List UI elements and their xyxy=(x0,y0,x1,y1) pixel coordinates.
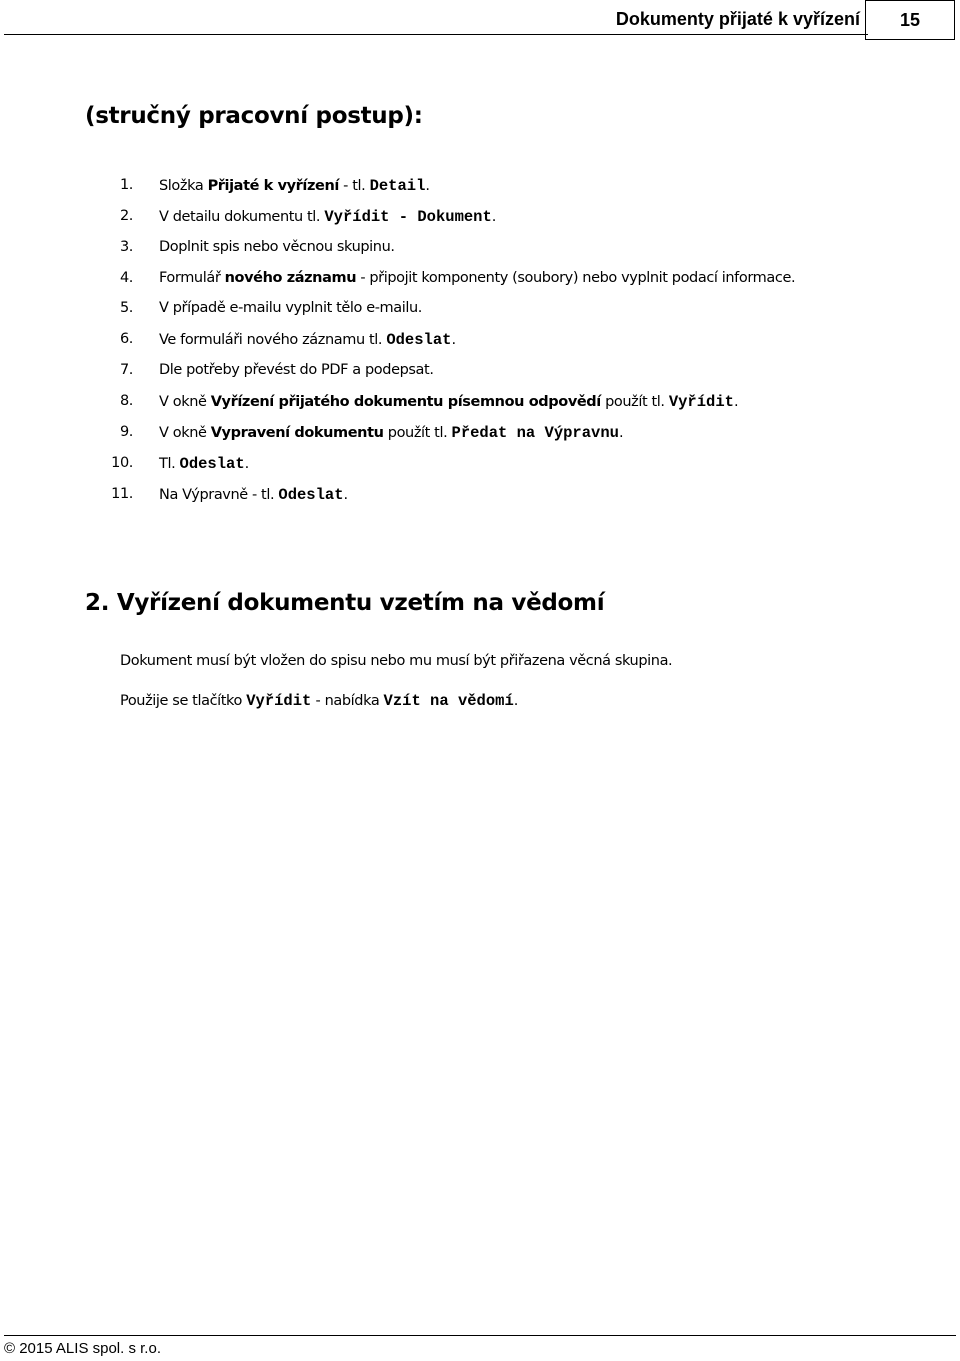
footer-rule xyxy=(4,1335,956,1336)
step-text-part: . xyxy=(425,178,430,194)
step-number: 11. xyxy=(111,486,133,502)
header-title: Dokumenty přijaté k vyřízení xyxy=(615,9,860,29)
button-name: Vyřídit xyxy=(246,692,312,710)
step-text xyxy=(159,239,395,255)
step-text-part: . xyxy=(343,487,348,503)
step-text xyxy=(159,208,496,226)
step-text-part: použít tl. xyxy=(383,425,452,441)
step-text xyxy=(159,300,422,316)
copyright: © 2015 ALIS spol. s r.o. xyxy=(4,1340,161,1357)
paragraph: Dokument musí být vložen do spisu nebo mu musí být přiřazena věcná skupina. xyxy=(120,653,673,669)
step-text-part: Ve formuláři nového záznamu tl. xyxy=(159,332,387,348)
ui-control-name: Odeslat xyxy=(386,331,452,349)
step-text-part: Doplnit spis nebo věcnou skupinu. xyxy=(159,239,395,255)
page-number: 15 xyxy=(865,0,955,40)
step-text-part: Na Výpravně - tl. xyxy=(159,487,279,503)
section-title: (stručný pracovní postup): xyxy=(85,103,423,129)
step-text-part: Tl. xyxy=(159,456,180,472)
emphasis: Přijaté k vyřízení xyxy=(207,178,339,194)
instruction-middle: - nabídka xyxy=(311,693,384,709)
ui-control-name: Předat na Výpravnu xyxy=(451,424,619,442)
step-text-part: - připojit komponenty (soubory) nebo vyplnit podací informace. xyxy=(356,270,796,286)
step-text-part: V okně xyxy=(159,394,211,410)
paragraph-instruction xyxy=(120,692,518,710)
step-number: 5. xyxy=(119,300,133,316)
step-text-part: . xyxy=(618,425,624,441)
step-text xyxy=(159,393,738,411)
ui-control-name: Odeslat xyxy=(278,486,344,504)
step-text xyxy=(159,362,434,378)
step-text-part: V detailu dokumentu tl. xyxy=(159,209,325,225)
step-number: 8. xyxy=(119,393,133,409)
step-number: 4. xyxy=(119,270,133,286)
step-text-part: . xyxy=(244,456,249,472)
step-text-part: V případě e-mailu vyplnit tělo e-mailu. xyxy=(159,300,423,316)
step-text-part: Dle potřeby převést do PDF a podepsat. xyxy=(159,362,434,378)
step-number: 1. xyxy=(119,177,133,193)
header-rule xyxy=(4,34,868,35)
step-text xyxy=(159,270,795,286)
step-number: 2. xyxy=(119,208,133,224)
menu-item-name: Vzít na vědomí xyxy=(383,692,514,710)
step-text-part: Formulář xyxy=(159,270,225,286)
step-text xyxy=(159,455,249,473)
section-heading: 2. Vyřízení dokumentu vzetím na vědomí xyxy=(85,590,605,616)
step-text-part: . xyxy=(491,209,497,225)
step-number: 7. xyxy=(119,362,133,378)
step-number: 10. xyxy=(111,455,133,471)
step-number: 3. xyxy=(119,239,133,255)
ui-control-name: Detail xyxy=(369,177,426,195)
step-text xyxy=(159,331,456,349)
step-text xyxy=(159,486,348,504)
step-text-part: . xyxy=(451,332,456,348)
step-text-part: - tl. xyxy=(338,178,370,194)
instruction-suffix: . xyxy=(513,693,518,709)
ui-control-name: Odeslat xyxy=(179,455,245,473)
emphasis: Vypravení dokumentu xyxy=(210,425,384,441)
step-text-part: V okně xyxy=(159,425,211,441)
step-text-part: Složka xyxy=(159,178,208,194)
ui-control-name: Vyřídit xyxy=(668,393,734,411)
step-number: 9. xyxy=(119,424,133,440)
step-text xyxy=(159,424,623,442)
emphasis: nového záznamu xyxy=(224,270,357,286)
ui-control-name: Vyřídit - Dokument xyxy=(324,208,492,226)
step-text xyxy=(159,177,430,195)
step-text-part: použít tl. xyxy=(600,394,669,410)
step-text-part: . xyxy=(733,394,739,410)
step-number: 6. xyxy=(119,331,133,347)
instruction-prefix: Použije se tlačítko xyxy=(120,693,247,709)
emphasis: Vyřízení přijatého dokumentu písemnou odpovědí xyxy=(210,394,601,410)
